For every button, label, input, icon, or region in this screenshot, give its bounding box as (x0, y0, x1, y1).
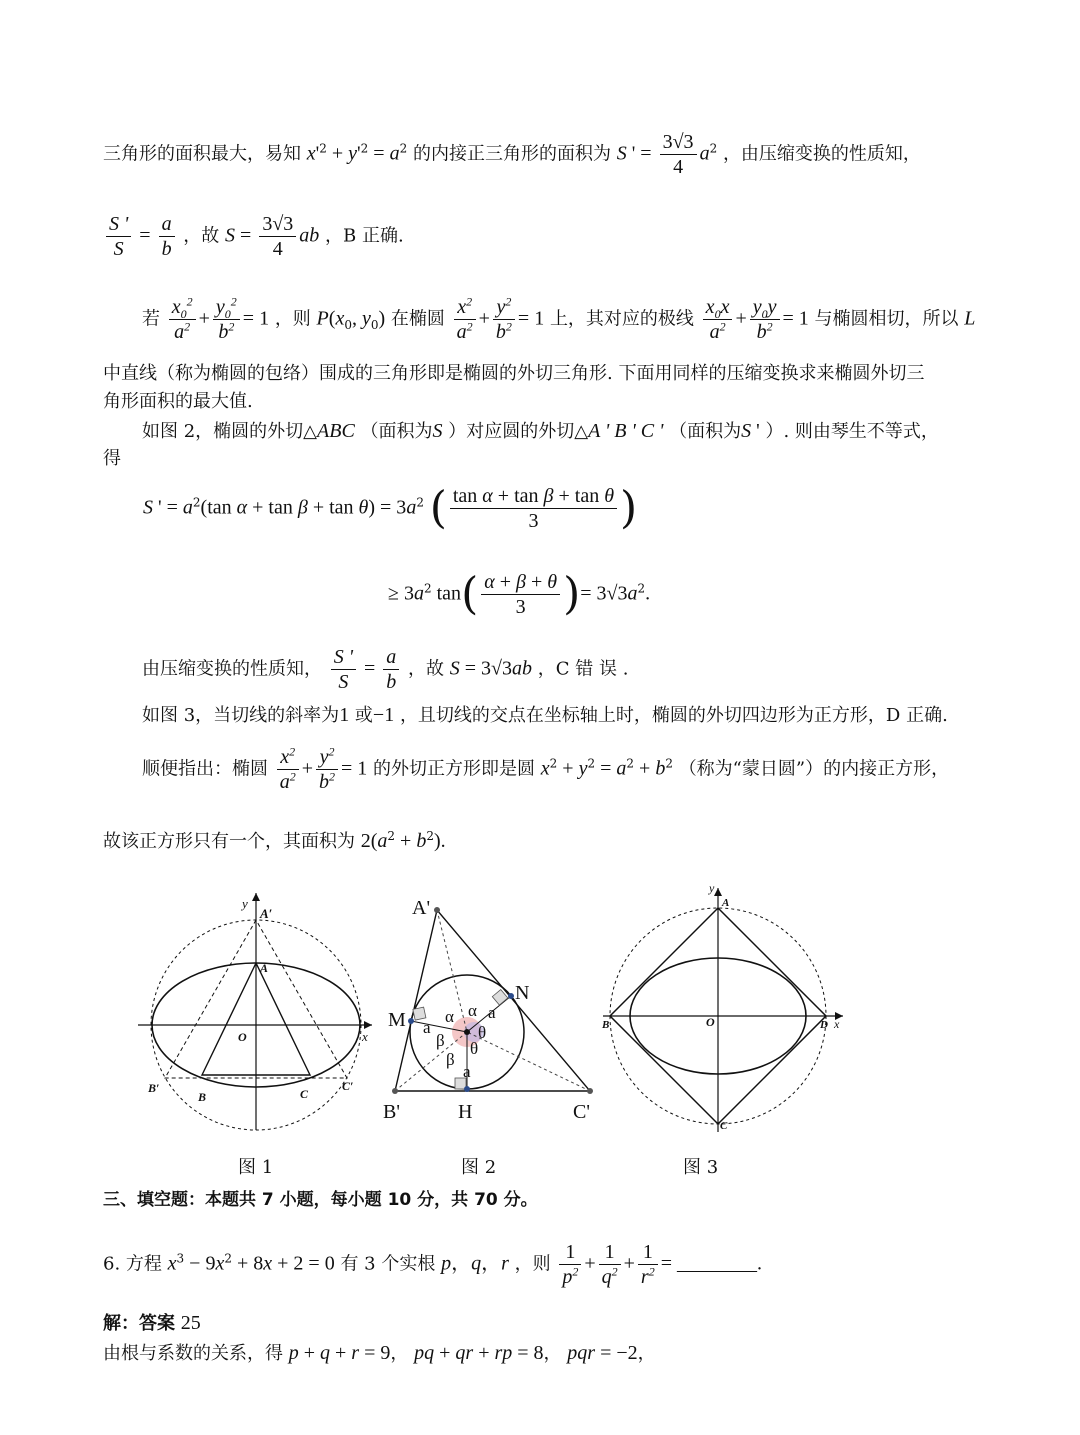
figure-1-caption: 图 1 (238, 1157, 274, 1178)
label-b: B (198, 1090, 207, 1104)
text-line-3: 若 $\frac{x_0^2}{a^2}$ + $\frac{y_0^2}{b^2}$ = 1 ，则 $P(x_0$, $y_0$) 在椭圆 $\frac{x^2}{a^2}$ + $\frac{y^2}{b^2}$ = 1 上，其对应的极线 $\frac{x_0x}{a^2}$ + $\frac{y_0y}{b^2}$ = 1 与椭圆相切，所以 L (142, 294, 976, 343)
text-segment: ，则 (274, 308, 311, 330)
formula-line-2: ≥ $3a^2$ tan( $\frac{\alpha + \beta + \theta}{3}$ )= $3√3a^2$. (388, 568, 651, 620)
section-heading: 三、填空题：本题共 7 小题，每小题 10 分，共 70 分。 (103, 1190, 538, 1210)
separator: ， (543, 1343, 562, 1364)
text-segment: ，则 (514, 1253, 551, 1275)
label-c-prime: C′ (342, 1079, 354, 1093)
text-segment: 与椭圆相切，所以 (814, 308, 959, 330)
last-line: 由根与系数的关系，得 p + q + r = 9， pq + qr + rp = 8， pqr = −2， (103, 1342, 656, 1364)
point-m (408, 1018, 414, 1024)
text-segment: 由压缩变换的性质知， (142, 658, 322, 680)
text-segment: ，故 (183, 225, 220, 247)
outer-triangle (395, 910, 590, 1091)
answer-line (103, 1310, 201, 1337)
text-segment: ）. 则由琴生不等式， (765, 421, 939, 442)
text-line-7: 得 (103, 448, 121, 469)
text-segment: 如图 2，椭圆的外切△ (142, 421, 318, 442)
label-a-side-1: a (423, 1018, 431, 1037)
label-o: O (238, 1030, 247, 1044)
answer-value: 25 (180, 1312, 201, 1334)
question-6: 6. 方程 $x^3 - 9x^2 + 8x + 2 = 0$ 有 3 个实根 p，q，r ，则 $\frac{1}{p^2}$ + $\frac{1}{q^2}$ + $\frac{1}{r^2}$ = ________. (103, 1241, 762, 1288)
label-n: N (515, 982, 530, 1004)
text-segment: 在椭圆 (390, 308, 445, 330)
text-line-6: 如图 2，椭圆的外切△ABC （面积为S ）对应圆的外切△A ' B ' C ' （面积为S ' ）. 则由琴生不等式， (142, 420, 939, 442)
figure-3 (598, 882, 848, 1137)
label-b-prime: B′ (148, 1081, 160, 1095)
label-m: M (388, 1009, 406, 1031)
label-c-prime: C' (573, 1101, 590, 1123)
label-a-side-3: a (463, 1062, 471, 1081)
text-segment: 的内接正三角形的面积为 (412, 143, 611, 165)
label-x: x (362, 1029, 368, 1044)
text-line-4: 中直线（称为椭圆的包络）围成的三角形即是椭圆的外切三角形. 下面用同样的压缩变换求来椭圆外切三 (103, 363, 925, 384)
text-segment: ，且切线的交点在坐标轴上时，椭圆的外切四边形为正方形，D 正确. (399, 705, 948, 726)
figure-3-caption: 图 3 (683, 1157, 719, 1178)
text-segment: ，故 (408, 658, 445, 680)
text-segment: 若 (142, 308, 160, 330)
label-o: O (706, 1015, 715, 1029)
y-axis-arrow (714, 888, 722, 896)
text-segment: （面积为 (669, 421, 742, 442)
text-line-12: 顺便指出：椭圆 $\frac{x^2}{a^2}$ + $\frac{y^2}{b^2}$ = 1 的外切正方形即是圆 $x^2 + y^2 = a^2 + b^2$ （称为“蒙日圆”）的内接正方形， (142, 744, 950, 793)
text-segment: ，B 正确. (325, 225, 404, 247)
label-x: x (834, 1017, 840, 1031)
y-axis-arrow (252, 893, 260, 901)
text-line-11: 如图 3，当切线的斜率为1 或−1 ，且切线的交点在坐标轴上时，椭圆的外切四边形为正方形，D 正确. (142, 704, 948, 726)
text-segment: 6. 方程 (103, 1253, 162, 1275)
figure-2 (380, 890, 610, 1130)
separator: ， (390, 1343, 409, 1364)
label-a-prime: A′ (260, 906, 273, 921)
label-c: C (300, 1087, 309, 1101)
point-h (464, 1086, 470, 1092)
label-c: C (720, 1120, 728, 1132)
label-theta-1: θ (478, 1023, 487, 1042)
point-n (508, 993, 514, 999)
text-segment: （面积为 (360, 421, 433, 442)
text-segment: 由根与系数的关系，得 (103, 1343, 283, 1364)
text-line-10: 由压缩变换的性质知， $\frac{S '}{S}$ = $\frac{a}{b}$ ，故 S = 3√3ab ，C 错 误 . (142, 646, 629, 693)
label-a-prime: A' (412, 897, 431, 919)
label-alpha-1: α (445, 1007, 454, 1026)
label-theta-2: θ (470, 1039, 479, 1058)
label-d: D (820, 1019, 828, 1031)
label-a: A (260, 961, 269, 975)
text-segment: 上，其对应的极线 (549, 308, 694, 330)
separator: ， (637, 1343, 656, 1364)
label-a-side-2: a (488, 1003, 496, 1022)
text-segment: 或 (354, 705, 373, 726)
label-beta-2: β (446, 1050, 455, 1069)
text-segment: ）对应圆的外切△ (448, 421, 589, 442)
point-a-prime (434, 907, 440, 913)
label-y: y (242, 896, 248, 911)
x-axis-arrow (364, 1021, 372, 1029)
text-line-1: 三角形的面积最大，易知 $x'^2 + y'^2 = a^2$ 的内接正三角形的面积为 S ' = $\frac{3√3}{4}$ $a^2$ ，由压缩变换的性质知， (103, 131, 921, 178)
incenter-point (464, 1029, 470, 1035)
label-a: A (722, 897, 730, 909)
figure-1 (130, 885, 380, 1135)
label-b-prime: B' (383, 1101, 400, 1123)
label-b: B (602, 1019, 610, 1031)
text-segment: 如图 3，当切线的斜率为 (142, 705, 340, 726)
text-segment: 的外切正方形即是圆 (373, 758, 536, 780)
text-line-5: 角形面积的最大值. (103, 391, 253, 412)
label-h: H (458, 1101, 473, 1123)
point-c-prime (587, 1088, 593, 1094)
text-line-13: 故该正方形只有一个，其面积为 $2(a^2 + b^2)$. (103, 829, 446, 852)
figure-2-caption: 图 2 (461, 1157, 497, 1178)
text-segment: 故该正方形只有一个，其面积为 (103, 831, 355, 852)
label-y: y (709, 882, 715, 895)
label-beta-1: β (436, 1031, 445, 1050)
text-segment: 有 3 个实根 (340, 1253, 436, 1275)
text-segment: 顺便指出：椭圆 (142, 758, 268, 780)
answer-label: 解：答案 (103, 1313, 175, 1334)
text-segment: ，C 错 误 . (537, 658, 629, 680)
label-alpha-2: α (468, 1001, 477, 1020)
text-line-2: $\frac{S '}{S}$ = $\frac{a}{b}$ ，故 S = $\frac{3√3}{4}$ ab ，B 正确. (103, 212, 404, 261)
text-segment: （称为“蒙日圆”）的内接正方形， (678, 758, 950, 780)
text-segment: ，由压缩变换的性质知， (722, 143, 921, 165)
point-b-prime (392, 1088, 398, 1094)
text-segment: 三角形的面积最大，易知 (103, 143, 301, 165)
formula-line-1: S ' = $a^2(\tan$ $\alpha + \tan \beta + \tan \theta) = 3a^2$ ( $\frac{\text{tan α + tan β + tan θ}}{3}$ ) (143, 482, 638, 534)
